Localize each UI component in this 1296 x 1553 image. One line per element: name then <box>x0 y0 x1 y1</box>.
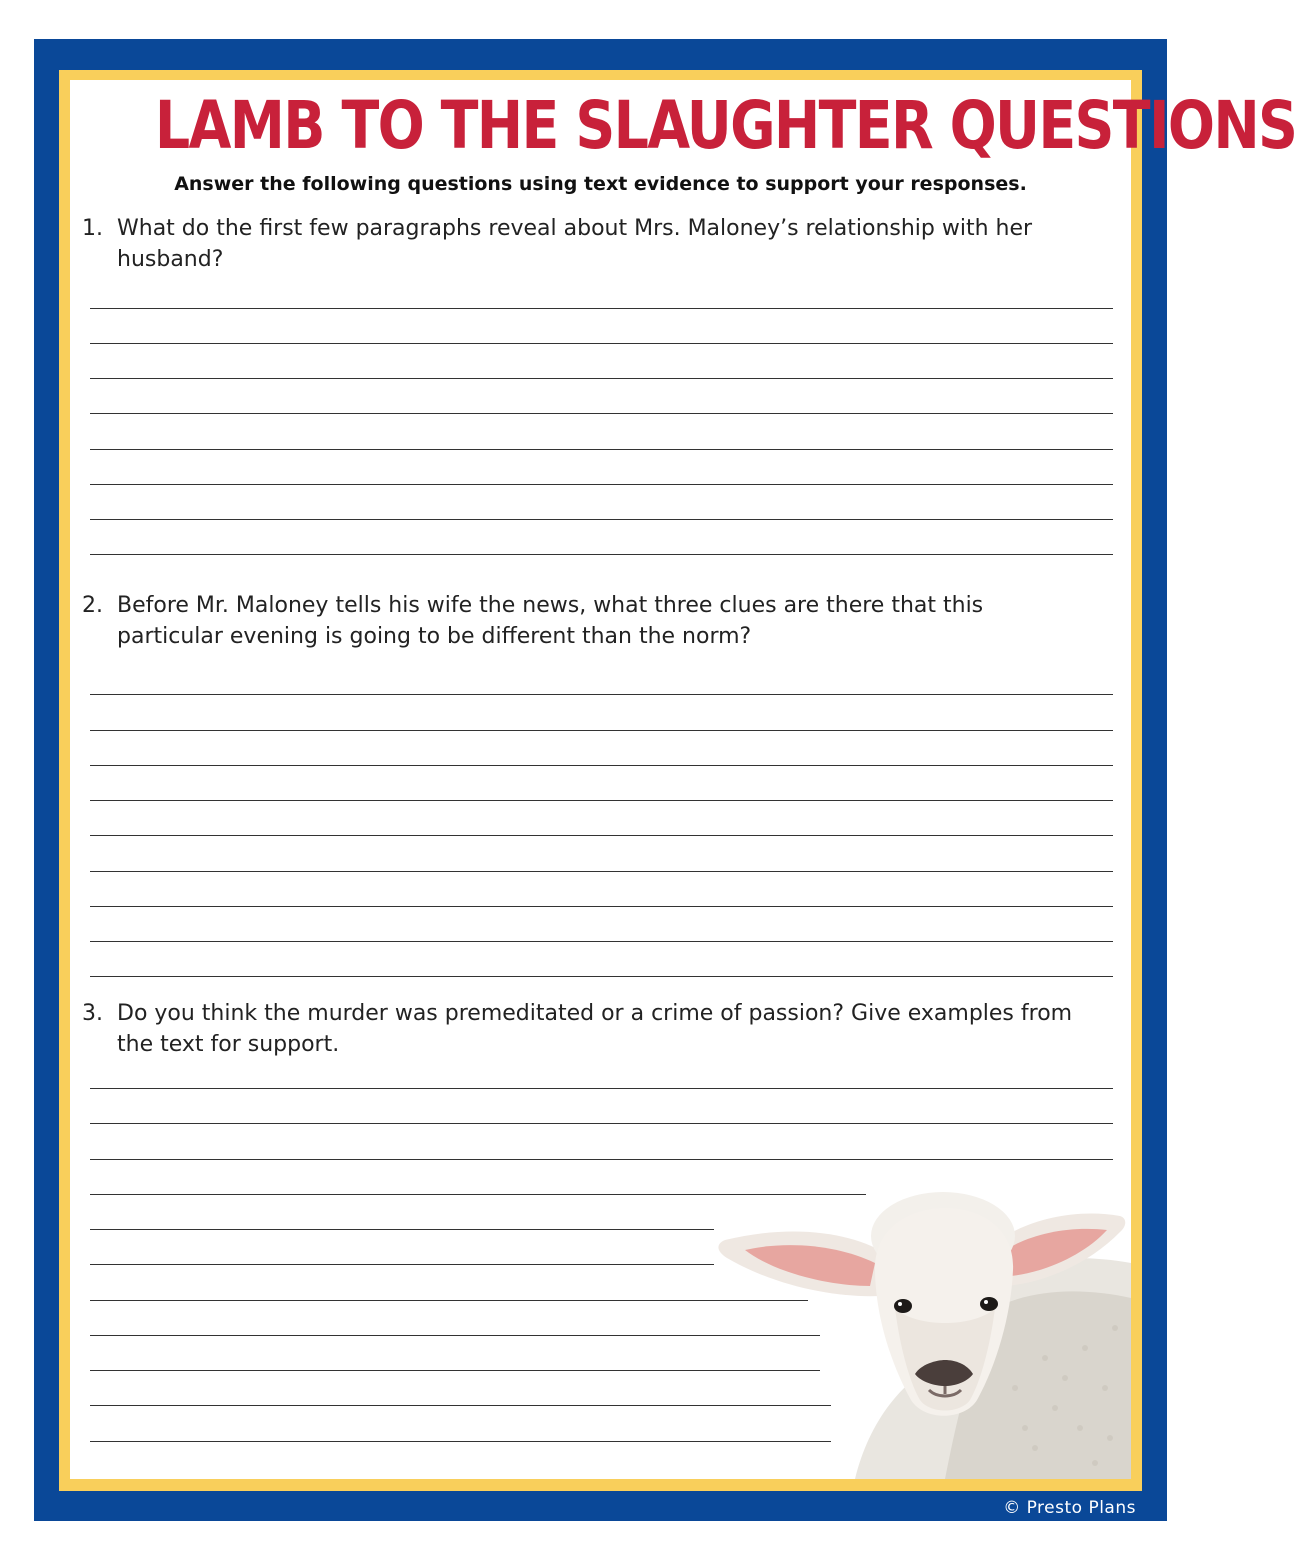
question-text: Before Mr. Maloney tells his wife the news, what three clues are there that this particular evening is going to be different than the norm? <box>117 593 984 649</box>
question-number: 3. <box>82 1001 103 1026</box>
instructions-text: Answer the following questions using text evidence to support your responses. <box>174 173 1027 195</box>
answer-line[interactable] <box>90 1370 820 1371</box>
worksheet-page <box>70 80 1296 1479</box>
answer-line[interactable] <box>90 871 1113 872</box>
answer-line[interactable] <box>90 413 1113 414</box>
answer-line[interactable] <box>90 1123 1113 1124</box>
worksheet-title: LAMB TO THE SLAUGHTER QUESTIONS <box>154 87 1296 164</box>
answer-line[interactable] <box>90 765 1113 766</box>
answer-line[interactable] <box>90 941 1113 942</box>
question-1 <box>82 213 1092 275</box>
answer-line[interactable] <box>90 378 1113 379</box>
answer-line[interactable] <box>90 519 1113 520</box>
copyright-text: © Presto Plans <box>1003 1498 1136 1518</box>
answer-line[interactable] <box>90 308 1113 309</box>
question-3 <box>82 998 1092 1060</box>
answer-line[interactable] <box>90 554 1113 555</box>
answer-line[interactable] <box>90 1088 1113 1089</box>
answer-line[interactable] <box>90 800 1113 801</box>
answer-line[interactable] <box>90 343 1113 344</box>
question-number: 2. <box>82 593 103 618</box>
question-text: Do you think the murder was premeditated or a crime of passion? Give examples from the text for support. <box>117 1001 1073 1057</box>
question-2 <box>82 590 1092 652</box>
answer-line[interactable] <box>90 484 1113 485</box>
answer-line[interactable] <box>90 730 1113 731</box>
answer-line[interactable] <box>90 1264 714 1265</box>
answer-line[interactable] <box>90 835 1113 836</box>
answer-line[interactable] <box>90 1335 820 1336</box>
answer-line[interactable] <box>90 976 1113 977</box>
answer-line[interactable] <box>90 1229 714 1230</box>
answer-line[interactable] <box>90 1300 808 1301</box>
answer-line[interactable] <box>90 1159 1113 1160</box>
answer-line[interactable] <box>90 906 1113 907</box>
question-text: What do the first few paragraphs reveal about Mrs. Maloney’s relationship with her husband? <box>117 216 1033 272</box>
question-number: 1. <box>82 216 103 241</box>
lamb-photo <box>715 1188 1131 1479</box>
answer-line[interactable] <box>90 694 1113 695</box>
answer-line[interactable] <box>90 449 1113 450</box>
